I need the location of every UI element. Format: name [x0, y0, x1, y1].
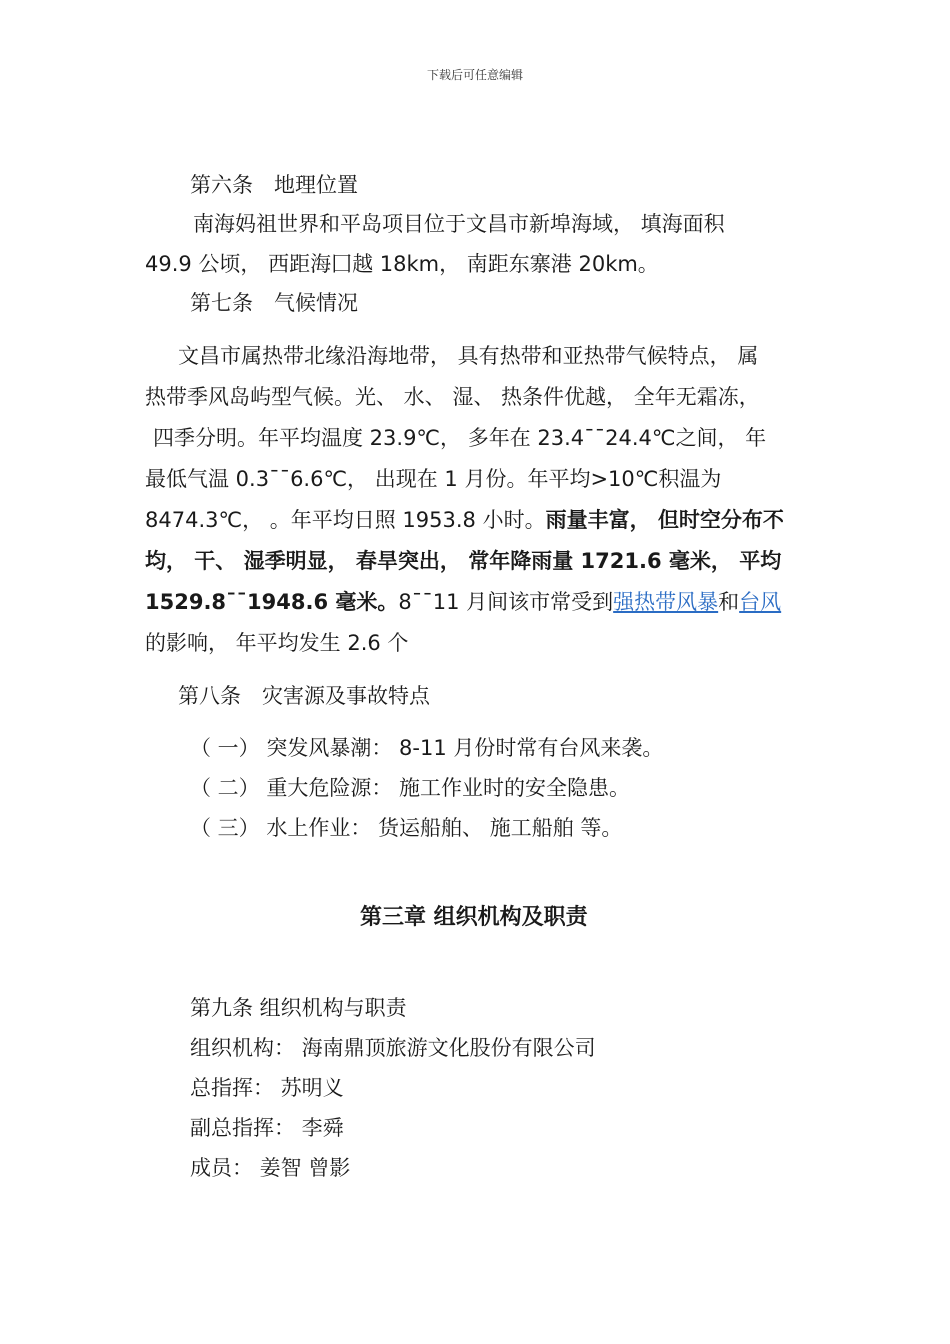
commander-line: 总指挥： 苏明义 [190, 1076, 344, 1100]
members-line: 成员： 姜智 曾影 [190, 1156, 351, 1180]
vice-commander-line: 副总指挥： 李舜 [190, 1116, 344, 1140]
section-7-text-line-5-bold: 雨量丰富， 但时空分布不 [545, 508, 784, 532]
link-typhoon[interactable]: 台风 [739, 590, 782, 614]
organization-line: 组织机构： 海南鼎顶旅游文化股份有限公司 [190, 1036, 596, 1060]
section-7-text-line-7-normal: 8¯¯11 月间该市常受到 [398, 590, 614, 614]
section-7-text-line-7-bold: 1529.8¯¯1948.6 毫米。 [145, 590, 399, 614]
link-strong-tropical-storm[interactable]: 强热带风暴 [613, 590, 719, 614]
section-8-item-1: （ 一） 突发风暴潮： 8-11 月份时常有台风来袭。 [190, 736, 664, 760]
page-header: 下载后可任意编辑 [426, 68, 523, 82]
section-7-text-line-7-conj: 和 [718, 590, 740, 614]
section-6-text-line-2: 49.9 公顷， 西距海囗越 18km， 南距东寨港 20km。 [145, 252, 659, 276]
section-7-text-line-8: 的影响， 年平均发生 2.6 个 [145, 631, 409, 655]
section-6-text-line-1: 南海妈祖世界和平岛项目位于文昌市新埠海域， 填海面积 [193, 212, 725, 236]
section-6-title: 第六条 地理位置 [190, 173, 358, 197]
section-8-title: 第八条 灾害源及事故特点 [178, 684, 430, 708]
chapter-3-title: 第三章 组织机构及职责 [360, 905, 588, 930]
section-7-text-line-4: 最低气温 0.3¯¯6.6℃， 出现在 1 月份。年平均>10℃积温为 [145, 467, 722, 491]
section-7-text-line-2: 热带季风岛屿型气候。光、 水、 湿、 热条件优越， 全年无霜冻， [145, 385, 760, 409]
section-8-item-3: （ 三） 水上作业： 货运船舶、 施工船舶 等。 [190, 816, 623, 840]
section-7-text-line-6: 均， 干、 湿季明显， 春旱突出， 常年降雨量 1721.6 毫米， 平均 [145, 549, 782, 573]
section-9-title: 第九条 组织机构与职责 [190, 996, 407, 1020]
section-7-text-line-5 [145, 508, 784, 533]
section-8-item-2: （ 二） 重大危险源： 施工作业时的安全隐患。 [190, 776, 631, 800]
section-7-text-line-5-normal: 8474.3℃， 。年平均日照 1953.8 小时。 [145, 508, 546, 532]
section-7-text-line-1: 文昌市属热带北缘沿海地带， 具有热带和亚热带气候特点， 属 [178, 344, 759, 368]
section-7-text-line-3: 四季分明。年平均温度 23.9℃， 多年在 23.4¯¯24.4℃之间， 年 [153, 426, 767, 450]
section-7-text-line-7 [145, 590, 781, 615]
section-7-title: 第七条 气候情况 [190, 291, 358, 315]
